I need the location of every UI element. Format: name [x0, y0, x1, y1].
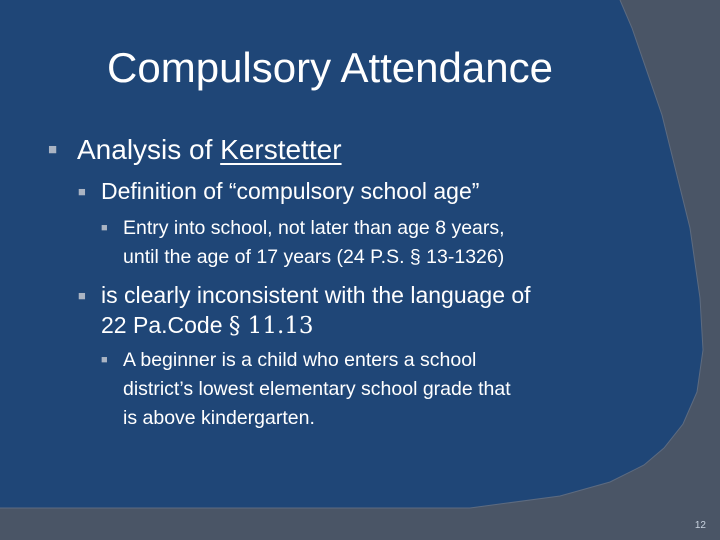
code-citation: 22 Pa.Code: [101, 312, 229, 338]
bullet-line: district’s lowest elementary school grade that: [123, 378, 511, 400]
square-bullet-icon: ■: [48, 141, 58, 158]
bullet-line: until the age of 17 years (24 P.S. § 13-1326): [123, 246, 505, 268]
bullet-line: is clearly inconsistent with the language of: [101, 282, 531, 308]
square-bullet-icon: ■: [101, 222, 108, 234]
bullet-text: [77, 133, 342, 167]
bullet-text: [101, 280, 531, 341]
bullet-prefix: Analysis of: [77, 134, 221, 165]
slide-title: Compulsory Attendance: [107, 44, 553, 91]
section-citation: § 11.13: [228, 313, 314, 339]
bullet-line: [101, 310, 531, 341]
bullet-line: is above kindergarten.: [123, 407, 315, 429]
square-bullet-icon: ■: [78, 288, 86, 303]
bullet-text: [123, 214, 505, 272]
bullet-text: Definition of “compulsory school age”: [101, 178, 480, 204]
square-bullet-icon: ■: [78, 184, 86, 199]
kerstetter-link[interactable]: Kerstetter: [220, 134, 342, 165]
square-bullet-icon: ■: [101, 354, 108, 366]
slide-number: 12: [694, 520, 706, 531]
bullet-text: [123, 346, 511, 433]
bullet-line: Entry into school, not later than age 8 years,: [123, 217, 505, 239]
bullet-line: A beginner is a child who enters a school: [123, 349, 477, 371]
